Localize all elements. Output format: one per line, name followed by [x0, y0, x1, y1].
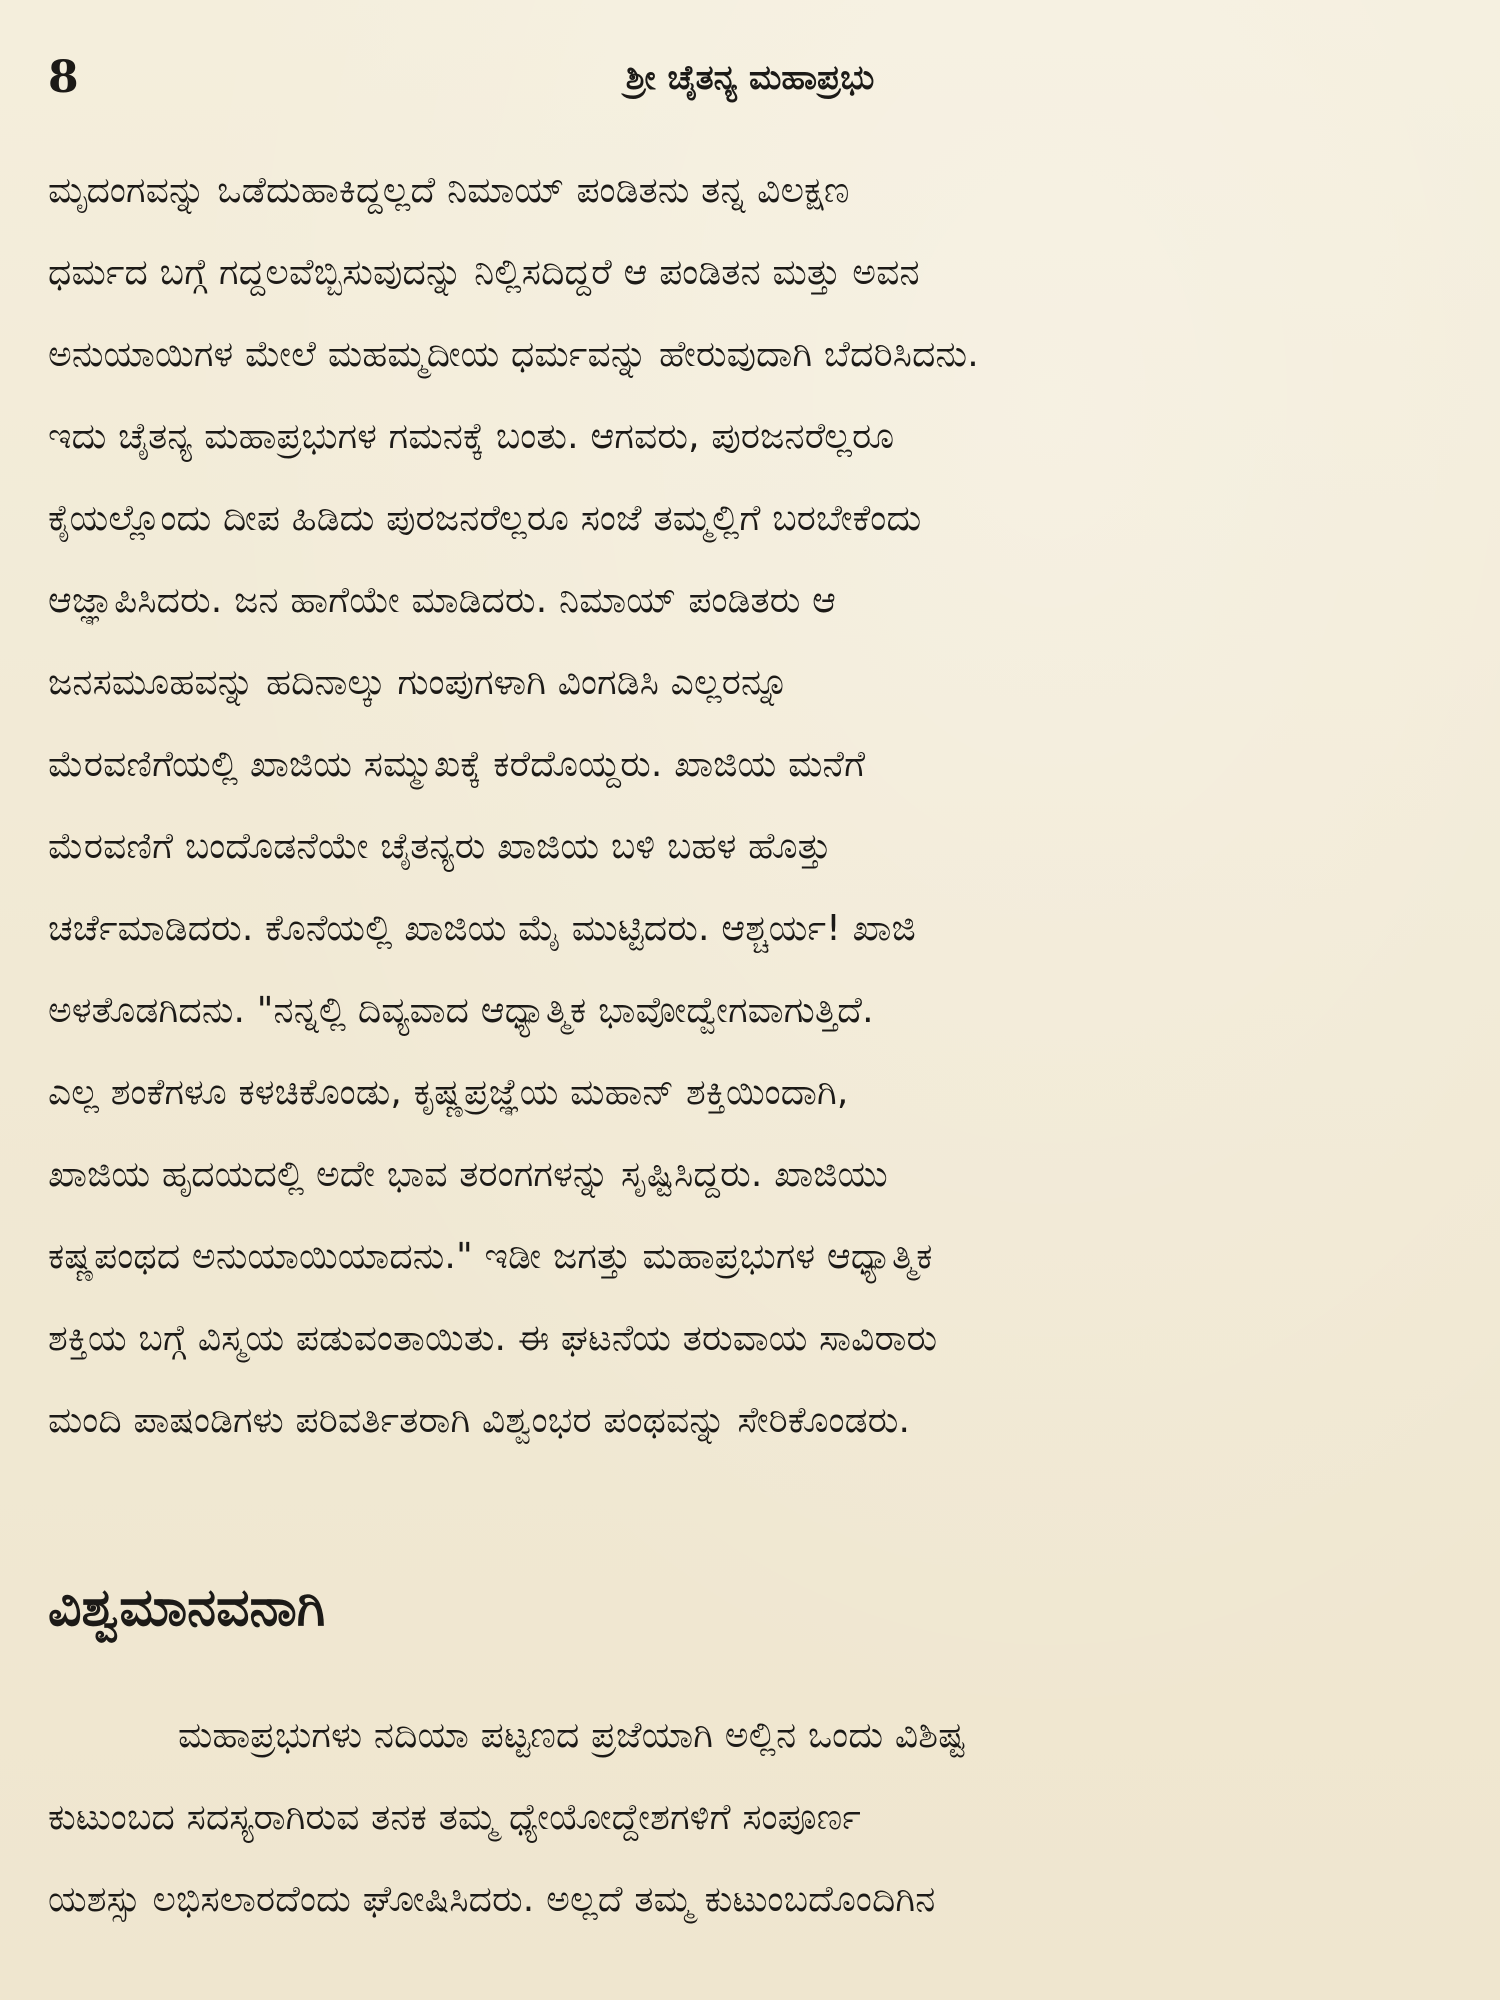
text-line: ಮೃದಂಗವನ್ನು ಒಡೆದುಹಾಕಿದ್ದಲ್ಲದೆ ನಿಮಾಯ್ ಪಂಡಿತನು ತನ್ನ ವಿಲಕ್ಷಣ	[48, 170, 850, 211]
text-line: ಚರ್ಚೆಮಾಡಿದರು. ಕೊನೆಯಲ್ಲಿ ಖಾಜಿಯ ಮೈ ಮುಟ್ಟಿದರು. ಆಶ್ಚರ್ಯ! ಖಾಜಿ	[48, 908, 916, 949]
text-line: ಯಶಸ್ಸು ಲಭಿಸಲಾರದೆಂದು ಘೋಷಿಸಿದರು. ಅಲ್ಲದೆ ತಮ್ಮ ಕುಟುಂಬದೊಂದಿಗಿನ	[48, 1879, 936, 1920]
text-line: ಮೆರವಣಿಗೆ ಬಂದೊಡನೆಯೇ ಚೈತನ್ಯರು ಖಾಜಿಯ ಬಳಿ ಬಹಳ ಹೊತ್ತು	[48, 826, 832, 867]
text-line: ಜನಸಮೂಹವನ್ನು ಹದಿನಾಲ್ಕು ಗುಂಪುಗಳಾಗಿ ವಿಂಗಡಿಸಿ ಎಲ್ಲರನ್ನೂ	[48, 662, 790, 703]
text-line: ಕುಟುಂಬದ ಸದಸ್ಯರಾಗಿರುವ ತನಕ ತಮ್ಮ ಧ್ಯೇಯೋದ್ದೇಶಗಳಿಗೆ ಸಂಪೂರ್ಣ	[48, 1797, 861, 1838]
text-line: ಶಕ್ತಿಯ ಬಗ್ಗೆ ವಿಸ್ಮಯ ಪಡುವಂತಾಯಿತು. ಈ ಘಟನೆಯ ತರುವಾಯ ಸಾವಿರಾರು	[48, 1318, 938, 1359]
text-line: ಕಷ್ಣಪಂಥದ ಅನುಯಾಯಿಯಾದನು." ಇಡೀ ಜಗತ್ತು ಮಹಾಪ್ರಭುಗಳ ಆಧ್ಯಾತ್ಮಿಕ	[48, 1236, 933, 1277]
text-line: ಮೆರವಣಿಗೆಯಲ್ಲಿ ಖಾಜಿಯ ಸಮ್ಮುಖಕ್ಕೆ ಕರೆದೊಯ್ದರು. ಖಾಜಿಯ ಮನೆಗೆ	[48, 744, 866, 785]
text-line: ಅಳತೊಡಗಿದನು. "ನನ್ನಲ್ಲಿ ದಿವ್ಯವಾದ ಆಧ್ಯಾತ್ಮಿಕ ಭಾವೋದ್ವೇಗವಾಗುತ್ತಿದೆ.	[48, 990, 874, 1031]
page-header	[40, 48, 1460, 108]
text-line: ಮಹಾಪ್ರಭುಗಳು ನದಿಯಾ ಪಟ್ಟಣದ ಪ್ರಜೆಯಾಗಿ ಅಲ್ಲಿನ ಒಂದು ವಿಶಿಷ್ಟ	[178, 1715, 966, 1756]
page-number: 8	[48, 52, 79, 103]
text-line: ಇದು ಚೈತನ್ಯ ಮಹಾಪ್ರಭುಗಳ ಗಮನಕ್ಕೆ ಬಂತು. ಆಗವರು, ಪುರಜನರೆಲ್ಲರೂ	[48, 416, 895, 457]
paragraph-continued	[48, 150, 1448, 1462]
text-line: ಖಾಜಿಯ ಹೃದಯದಲ್ಲಿ ಅದೇ ಭಾವ ತರಂಗಗಳನ್ನು ಸೃಷ್ಟಿಸಿದ್ದರು. ಖಾಜಿಯು	[48, 1154, 888, 1195]
text-line: ಅನುಯಾಯಿಗಳ ಮೇಲೆ ಮಹಮ್ಮದೀಯ ಧರ್ಮವನ್ನು ಹೇರುವುದಾಗಿ ಬೆದರಿಸಿದನು.	[48, 334, 979, 375]
text-line: ಆಜ್ಞಾಪಿಸಿದರು. ಜನ ಹಾಗೆಯೇ ಮಾಡಿದರು. ನಿಮಾಯ್ ಪಂಡಿತರು ಆ	[48, 580, 837, 621]
section-paragraph	[48, 1695, 1448, 1941]
section-heading: ವಿಶ್ವಮಾನವನಾಗಿ	[48, 1578, 326, 1638]
text-line: ಧರ್ಮದ ಬಗ್ಗೆ ಗದ್ದಲವೆಬ್ಬಿಸುವುದನ್ನು ನಿಲ್ಲಿಸದಿದ್ದರೆ ಆ ಪಂಡಿತನ ಮತ್ತು ಅವನ	[48, 252, 920, 293]
text-line: ಎಲ್ಲ ಶಂಕೆಗಳೂ ಕಳಚಿಕೊಂಡು, ಕೃಷ್ಣಪ್ರಜ್ಞೆಯ ಮಹಾನ್ ಶಕ್ತಿಯಿಂದಾಗಿ,	[48, 1072, 849, 1113]
text-line: ಮಂದಿ ಪಾಷಂಡಿಗಳು ಪರಿವರ್ತಿತರಾಗಿ ವಿಶ್ವಂಭರ ಪಂಥವನ್ನು ಸೇರಿಕೊಂಡರು.	[48, 1400, 911, 1441]
text-line: ಕೈಯಲ್ಲೊಂದು ದೀಪ ಹಿಡಿದು ಪುರಜನರೆಲ್ಲರೂ ಸಂಜೆ ತಮ್ಮಲ್ಲಿಗೆ ಬರಬೇಕೆಂದು	[48, 498, 922, 539]
running-title: ಶ್ರೀ ಚೈತನ್ಯ ಮಹಾಪ್ರಭು	[625, 58, 875, 98]
